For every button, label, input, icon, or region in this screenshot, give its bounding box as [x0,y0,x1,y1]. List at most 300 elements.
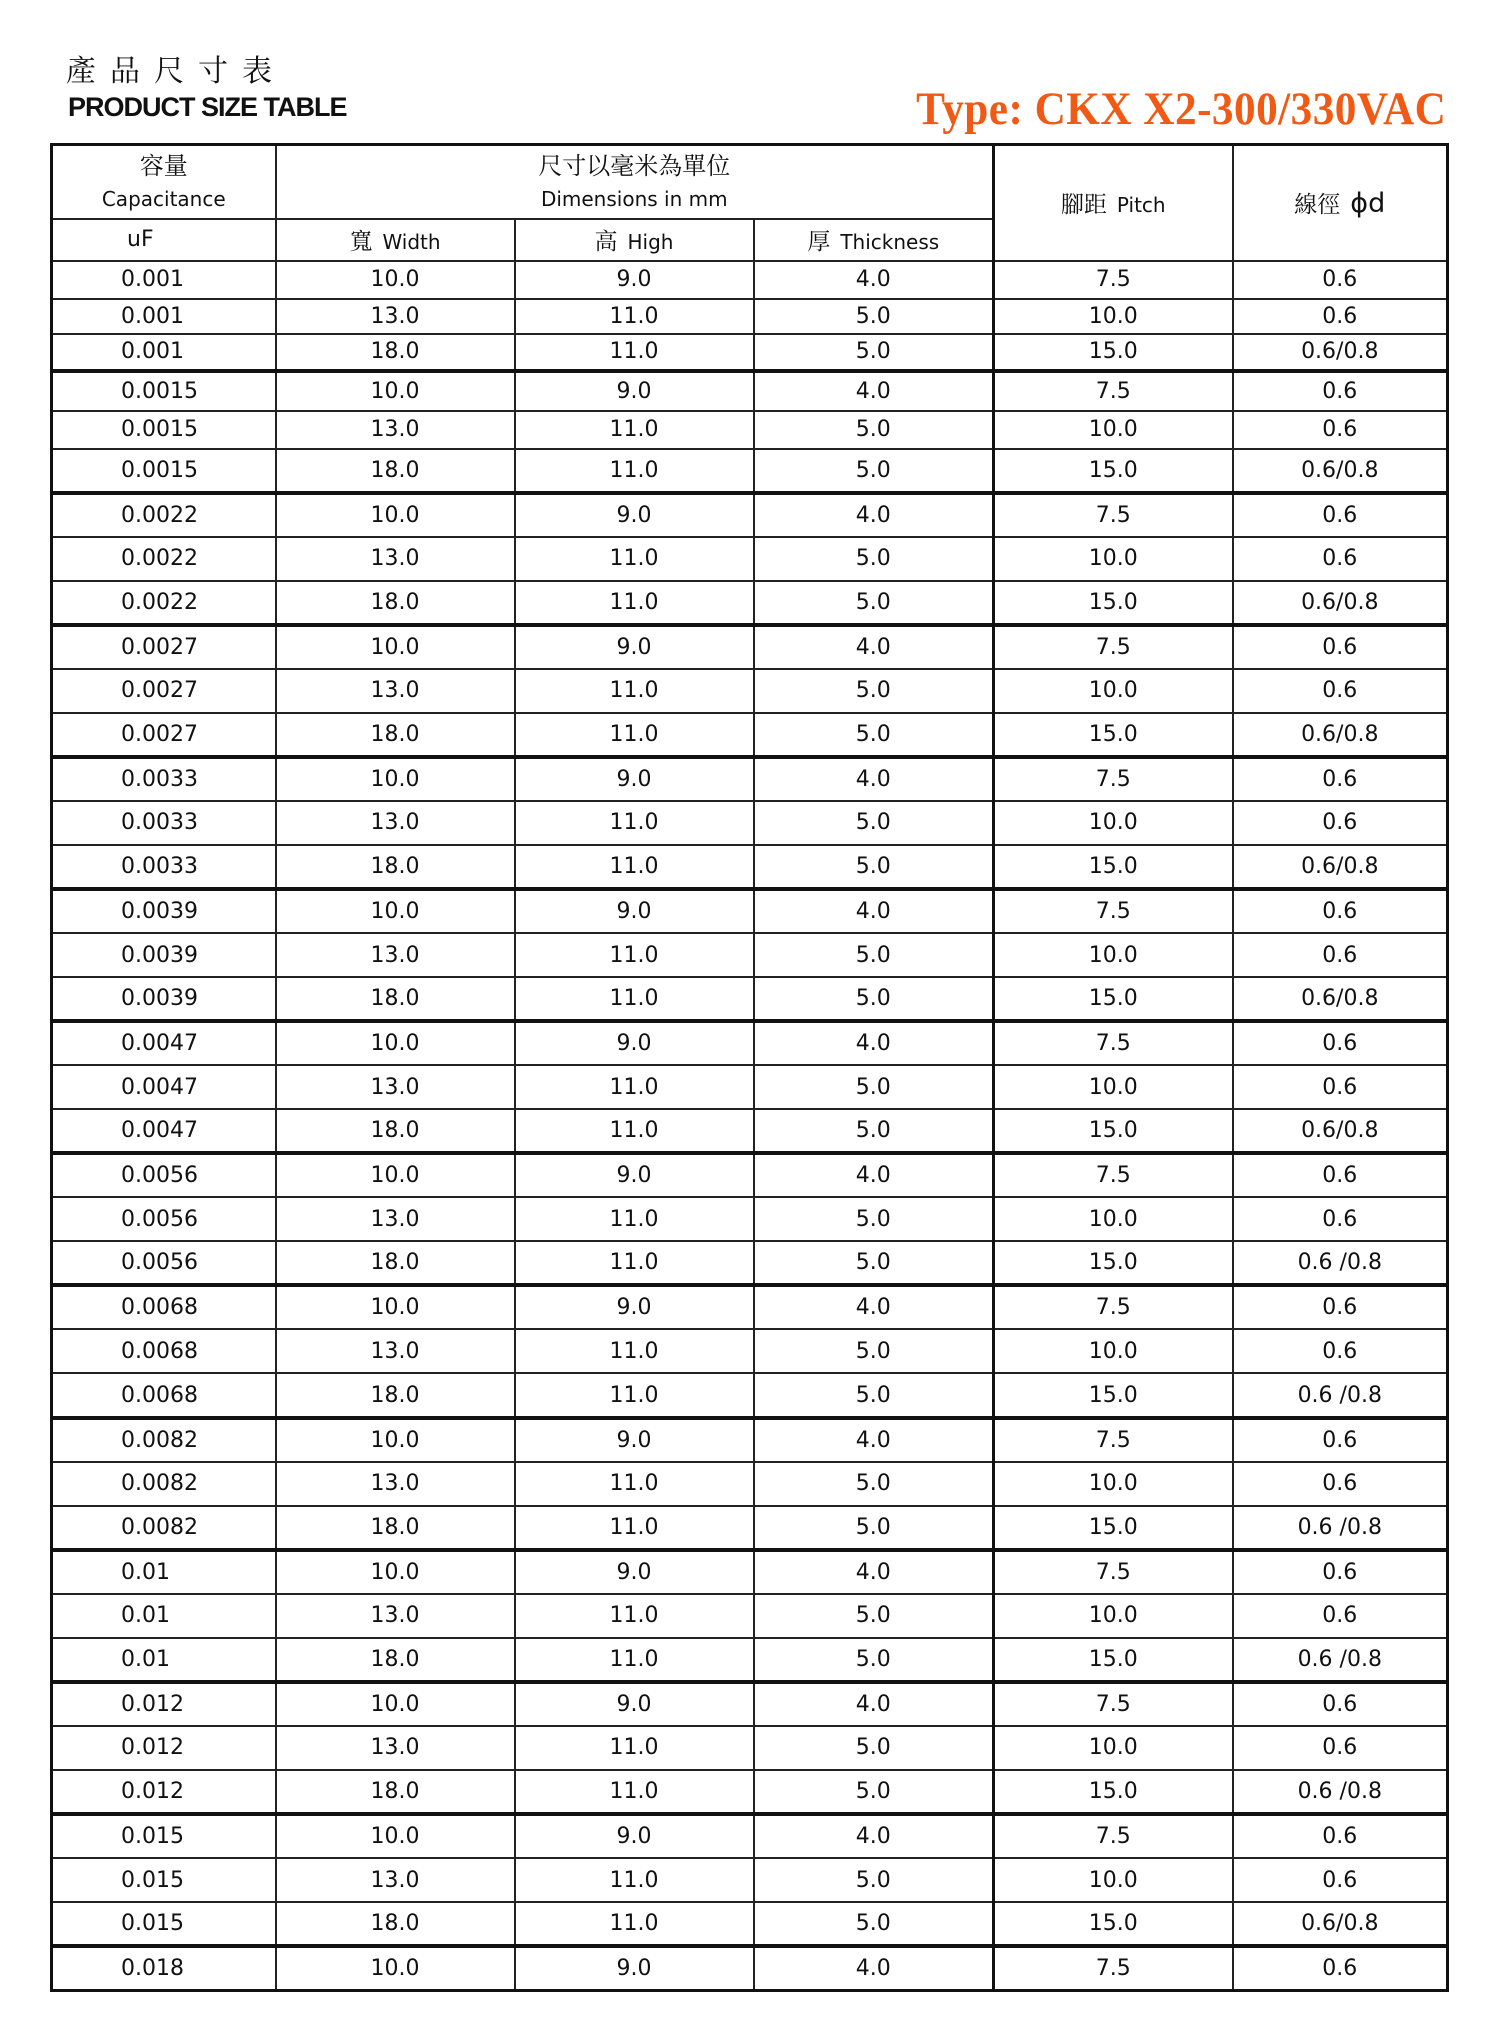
pitch-cell: 7.5 [994,1682,1233,1726]
capacitance-cell: 0.015 [52,1814,276,1858]
pitch-cell: 15.0 [994,1109,1233,1153]
high-cell: 11.0 [515,1462,754,1506]
capacitance-cell: 0.0056 [52,1197,276,1241]
table-row [52,299,1448,334]
pitch-header-cn: 腳距 [1060,192,1107,219]
capacitance-cell: 0.0027 [52,713,276,757]
high-cell: 11.0 [515,411,754,449]
high-cell: 9.0 [515,371,754,411]
pitch-cell: 7.5 [994,625,1233,669]
thickness-cell: 5.0 [754,1902,994,1946]
table-row [52,1462,1448,1506]
wire-diameter-cell: 0.6 [1233,1418,1448,1462]
thickness-cell: 4.0 [754,1153,994,1197]
pitch-cell: 10.0 [994,299,1233,334]
high-cell: 11.0 [515,1241,754,1285]
capacitance-cell: 0.0047 [52,1065,276,1109]
high-header [515,219,754,261]
capacitance-cell: 0.0027 [52,625,276,669]
wire-diameter-cell: 0.6 [1233,801,1448,845]
wire-diameter-cell: 0.6 [1233,625,1448,669]
wire-diameter-cell: 0.6 /0.8 [1233,1638,1448,1682]
high-cell: 11.0 [515,581,754,625]
high-cell: 11.0 [515,334,754,371]
width-cell: 10.0 [276,1946,515,1990]
width-cell: 13.0 [276,411,515,449]
capacitance-cell: 0.0033 [52,801,276,845]
wire-diameter-cell: 0.6 [1233,757,1448,801]
dimensions-header [276,145,994,219]
high-cell: 11.0 [515,1197,754,1241]
table-row [52,669,1448,713]
pitch-cell: 7.5 [994,1550,1233,1594]
thickness-cell: 5.0 [754,1638,994,1682]
capacitance-cell: 0.0068 [52,1329,276,1373]
high-cell: 9.0 [515,1814,754,1858]
wire-diameter-cell: 0.6 [1233,261,1448,299]
high-cell: 9.0 [515,1418,754,1462]
width-cell: 10.0 [276,1814,515,1858]
high-cell: 11.0 [515,1373,754,1417]
table-row [52,334,1448,371]
high-cell: 9.0 [515,261,754,299]
wire-diameter-cell: 0.6 [1233,1594,1448,1638]
capacitance-cell: 0.0082 [52,1462,276,1506]
capacitance-cell: 0.0082 [52,1418,276,1462]
high-cell: 11.0 [515,801,754,845]
width-cell: 18.0 [276,1506,515,1550]
wire-diameter-cell: 0.6 [1233,537,1448,581]
table-row [52,713,1448,757]
table-row [52,1858,1448,1902]
table-row [52,1153,1448,1197]
pitch-cell: 7.5 [994,1153,1233,1197]
thickness-cell: 5.0 [754,537,994,581]
thickness-cell: 4.0 [754,1021,994,1065]
wire-diameter-cell: 0.6/0.8 [1233,334,1448,371]
wire-diameter-cell: 0.6 [1233,1197,1448,1241]
pitch-cell: 15.0 [994,334,1233,371]
thickness-cell: 5.0 [754,299,994,334]
thickness-cell: 5.0 [754,1594,994,1638]
width-header-en: Width [382,230,441,254]
pitch-cell: 7.5 [994,1021,1233,1065]
high-cell: 11.0 [515,1858,754,1902]
wire-diameter-cell: 0.6 [1233,1329,1448,1373]
capacitance-cell: 0.001 [52,261,276,299]
capacitance-cell: 0.0068 [52,1373,276,1417]
wire-diameter-cell: 0.6/0.8 [1233,449,1448,493]
pitch-cell: 15.0 [994,1638,1233,1682]
high-cell: 11.0 [515,299,754,334]
width-cell: 18.0 [276,449,515,493]
wire-diameter-cell: 0.6/0.8 [1233,713,1448,757]
table-row [52,801,1448,845]
width-header-cn: 寬 [349,229,373,255]
width-cell: 13.0 [276,299,515,334]
table-row [52,845,1448,889]
high-header-en: High [627,230,674,254]
width-cell: 18.0 [276,334,515,371]
pitch-cell: 15.0 [994,1373,1233,1417]
high-cell: 11.0 [515,977,754,1021]
table-row [52,1329,1448,1373]
high-cell: 9.0 [515,1021,754,1065]
pitch-cell: 10.0 [994,537,1233,581]
width-cell: 18.0 [276,977,515,1021]
pitch-cell: 7.5 [994,1418,1233,1462]
width-cell: 13.0 [276,669,515,713]
table-row [52,1946,1448,1990]
thickness-cell: 4.0 [754,493,994,537]
wire-diameter-cell: 0.6 [1233,1682,1448,1726]
wire-diameter-cell: 0.6 [1233,1285,1448,1329]
pitch-cell: 15.0 [994,1770,1233,1814]
thickness-cell: 5.0 [754,669,994,713]
capacitance-cell: 0.0027 [52,669,276,713]
width-cell: 13.0 [276,1858,515,1902]
table-row [52,1506,1448,1550]
capacitance-cell: 0.0033 [52,757,276,801]
width-cell: 13.0 [276,1726,515,1770]
capacitance-cell: 0.012 [52,1726,276,1770]
pitch-cell: 7.5 [994,757,1233,801]
table-row [52,1594,1448,1638]
wire-diameter-cell: 0.6 [1233,1065,1448,1109]
capacitance-cell: 0.0022 [52,537,276,581]
high-cell: 9.0 [515,757,754,801]
thickness-header [754,219,994,261]
high-cell: 11.0 [515,1065,754,1109]
pitch-cell: 7.5 [994,1946,1233,1990]
table-row [52,493,1448,537]
width-cell: 10.0 [276,1285,515,1329]
product-type-title: Type: CKX X2-300/330VAC [915,83,1446,135]
width-cell: 13.0 [276,1329,515,1373]
capacitance-cell: 0.01 [52,1638,276,1682]
pitch-header-en: Pitch [1116,193,1166,218]
thickness-cell: 5.0 [754,449,994,493]
pitch-cell: 15.0 [994,1241,1233,1285]
table-row [52,1726,1448,1770]
wire-diameter-header [1233,145,1448,261]
width-cell: 18.0 [276,1902,515,1946]
thickness-cell: 4.0 [754,1550,994,1594]
thickness-header-en: Thickness [840,230,940,254]
pitch-cell: 10.0 [994,1329,1233,1373]
table-row [52,889,1448,933]
wire-diameter-cell: 0.6 [1233,371,1448,411]
table-row [52,933,1448,977]
thickness-cell: 5.0 [754,845,994,889]
width-cell: 10.0 [276,757,515,801]
wire-diameter-header-en: ϕd [1350,188,1386,220]
dimensions-header-cn: 尺寸以毫米為單位 [538,151,731,180]
thickness-cell: 4.0 [754,1285,994,1329]
width-cell: 10.0 [276,625,515,669]
width-cell: 18.0 [276,1109,515,1153]
wire-diameter-cell: 0.6 [1233,1858,1448,1902]
width-header [276,219,515,261]
high-cell: 11.0 [515,537,754,581]
pitch-cell: 10.0 [994,801,1233,845]
capacitance-cell: 0.0015 [52,411,276,449]
width-cell: 18.0 [276,1770,515,1814]
wire-diameter-cell: 0.6 [1233,1153,1448,1197]
thickness-cell: 4.0 [754,1682,994,1726]
width-cell: 10.0 [276,1682,515,1726]
thickness-cell: 5.0 [754,1373,994,1417]
wire-diameter-cell: 0.6 [1233,493,1448,537]
wire-diameter-cell: 0.6 [1233,299,1448,334]
width-cell: 18.0 [276,845,515,889]
pitch-cell: 7.5 [994,493,1233,537]
capacitance-cell: 0.0047 [52,1021,276,1065]
thickness-cell: 5.0 [754,1726,994,1770]
wire-diameter-cell: 0.6 [1233,1946,1448,1990]
table-row [52,371,1448,411]
thickness-cell: 4.0 [754,889,994,933]
pitch-cell: 15.0 [994,1902,1233,1946]
pitch-cell: 7.5 [994,889,1233,933]
high-header-cn: 高 [594,229,618,255]
high-cell: 9.0 [515,1946,754,1990]
table-row [52,1197,1448,1241]
capacitance-cell: 0.0039 [52,933,276,977]
thickness-cell: 5.0 [754,801,994,845]
wire-diameter-cell: 0.6/0.8 [1233,845,1448,889]
high-cell: 11.0 [515,1902,754,1946]
table-row [52,1241,1448,1285]
high-cell: 11.0 [515,713,754,757]
table-row [52,1065,1448,1109]
width-cell: 10.0 [276,1550,515,1594]
unit-header: uF [52,219,276,261]
high-cell: 11.0 [515,1329,754,1373]
pitch-cell: 10.0 [994,1065,1233,1109]
high-cell: 11.0 [515,1638,754,1682]
thickness-cell: 5.0 [754,933,994,977]
wire-diameter-cell: 0.6 [1233,1814,1448,1858]
high-cell: 9.0 [515,1682,754,1726]
width-cell: 10.0 [276,261,515,299]
capacitance-cell: 0.0056 [52,1153,276,1197]
capacitance-cell: 0.0022 [52,493,276,537]
capacitance-cell: 0.0039 [52,977,276,1021]
thickness-cell: 5.0 [754,1065,994,1109]
capacitance-cell: 0.0039 [52,889,276,933]
thickness-cell: 5.0 [754,334,994,371]
wire-diameter-cell: 0.6 [1233,669,1448,713]
high-cell: 11.0 [515,1109,754,1153]
width-cell: 10.0 [276,1021,515,1065]
thickness-cell: 4.0 [754,1418,994,1462]
capacitance-cell: 0.001 [52,334,276,371]
pitch-cell: 10.0 [994,1858,1233,1902]
header-row-top [52,145,1448,219]
capacitance-header-cn: 容量 [139,151,188,180]
high-cell: 11.0 [515,1726,754,1770]
table-row [52,581,1448,625]
thickness-cell: 5.0 [754,1462,994,1506]
table-row [52,261,1448,299]
high-cell: 9.0 [515,493,754,537]
wire-diameter-cell: 0.6 /0.8 [1233,1241,1448,1285]
table-row [52,625,1448,669]
wire-diameter-cell: 0.6 /0.8 [1233,1770,1448,1814]
pitch-cell: 10.0 [994,1197,1233,1241]
width-cell: 18.0 [276,1373,515,1417]
width-cell: 13.0 [276,933,515,977]
table-row [52,1638,1448,1682]
width-cell: 10.0 [276,1418,515,1462]
page-title-english: PRODUCT SIZE TABLE [68,92,347,122]
table-row [52,1682,1448,1726]
high-cell: 9.0 [515,889,754,933]
wire-diameter-cell: 0.6 [1233,933,1448,977]
width-cell: 13.0 [276,1065,515,1109]
width-cell: 10.0 [276,889,515,933]
capacitance-cell: 0.018 [52,1946,276,1990]
table-row [52,977,1448,1021]
table-row [52,1550,1448,1594]
wire-diameter-cell: 0.6 /0.8 [1233,1373,1448,1417]
wire-diameter-cell: 0.6 [1233,1462,1448,1506]
table-row [52,1373,1448,1417]
thickness-cell: 4.0 [754,757,994,801]
capacitance-cell: 0.0082 [52,1506,276,1550]
width-cell: 18.0 [276,1241,515,1285]
wire-diameter-cell: 0.6/0.8 [1233,1109,1448,1153]
thickness-cell: 5.0 [754,1858,994,1902]
thickness-cell: 5.0 [754,411,994,449]
wire-diameter-cell: 0.6/0.8 [1233,1902,1448,1946]
width-cell: 10.0 [276,493,515,537]
pitch-cell: 15.0 [994,581,1233,625]
high-cell: 11.0 [515,669,754,713]
product-size-table [50,143,1449,1992]
thickness-header-cn: 厚 [807,229,831,255]
thickness-cell: 4.0 [754,1946,994,1990]
pitch-cell: 7.5 [994,1814,1233,1858]
high-cell: 9.0 [515,1285,754,1329]
high-cell: 11.0 [515,1594,754,1638]
pitch-cell: 7.5 [994,261,1233,299]
capacitance-cell: 0.012 [52,1682,276,1726]
capacitance-cell: 0.0015 [52,449,276,493]
width-cell: 13.0 [276,1462,515,1506]
table-row [52,411,1448,449]
capacitance-cell: 0.01 [52,1594,276,1638]
high-cell: 11.0 [515,845,754,889]
table-row [52,1021,1448,1065]
table-row [52,1770,1448,1814]
table-row [52,1285,1448,1329]
pitch-cell: 15.0 [994,977,1233,1021]
capacitance-header-en: Capacitance [101,186,226,211]
thickness-cell: 5.0 [754,581,994,625]
thickness-cell: 5.0 [754,977,994,1021]
wire-diameter-cell: 0.6 [1233,1021,1448,1065]
high-cell: 11.0 [515,449,754,493]
pitch-cell: 15.0 [994,713,1233,757]
pitch-cell: 10.0 [994,411,1233,449]
table-row [52,1109,1448,1153]
wire-diameter-cell: 0.6 [1233,1726,1448,1770]
width-cell: 18.0 [276,581,515,625]
table-row [52,537,1448,581]
wire-diameter-cell: 0.6 [1233,889,1448,933]
width-cell: 13.0 [276,1594,515,1638]
width-cell: 10.0 [276,1153,515,1197]
thickness-cell: 5.0 [754,1770,994,1814]
pitch-header [994,145,1233,261]
wire-diameter-header-cn: 線徑 [1294,192,1341,219]
pitch-cell: 10.0 [994,933,1233,977]
table-row [52,1814,1448,1858]
thickness-cell: 5.0 [754,1506,994,1550]
high-cell: 11.0 [515,933,754,977]
width-cell: 13.0 [276,1197,515,1241]
width-cell: 13.0 [276,537,515,581]
capacitance-cell: 0.015 [52,1902,276,1946]
table-body [52,261,1448,1991]
capacitance-cell: 0.0047 [52,1109,276,1153]
pitch-cell: 7.5 [994,1285,1233,1329]
high-cell: 9.0 [515,625,754,669]
table-row [52,449,1448,493]
capacitance-cell: 0.001 [52,299,276,334]
high-cell: 11.0 [515,1506,754,1550]
capacitance-cell: 0.015 [52,1858,276,1902]
capacitance-cell: 0.01 [52,1550,276,1594]
wire-diameter-cell: 0.6 [1233,1550,1448,1594]
thickness-cell: 5.0 [754,1109,994,1153]
pitch-cell: 10.0 [994,669,1233,713]
capacitance-cell: 0.0068 [52,1285,276,1329]
pitch-cell: 7.5 [994,371,1233,411]
thickness-cell: 4.0 [754,261,994,299]
wire-diameter-cell: 0.6 /0.8 [1233,1506,1448,1550]
thickness-cell: 5.0 [754,713,994,757]
pitch-cell: 10.0 [994,1594,1233,1638]
page-title-chinese: 產品尺寸表 [66,54,286,89]
thickness-cell: 4.0 [754,371,994,411]
pitch-cell: 10.0 [994,1726,1233,1770]
thickness-cell: 5.0 [754,1241,994,1285]
capacitance-cell: 0.0022 [52,581,276,625]
width-cell: 18.0 [276,713,515,757]
wire-diameter-cell: 0.6 [1233,411,1448,449]
wire-diameter-cell: 0.6/0.8 [1233,977,1448,1021]
capacitance-cell: 0.0015 [52,371,276,411]
width-cell: 18.0 [276,1638,515,1682]
pitch-cell: 15.0 [994,845,1233,889]
pitch-cell: 15.0 [994,449,1233,493]
thickness-cell: 4.0 [754,1814,994,1858]
table-row [52,1902,1448,1946]
thickness-cell: 4.0 [754,625,994,669]
dimensions-header-en: Dimensions in mm [540,186,728,211]
width-cell: 13.0 [276,801,515,845]
thickness-cell: 5.0 [754,1197,994,1241]
high-cell: 11.0 [515,1770,754,1814]
capacitance-cell: 0.0033 [52,845,276,889]
width-cell: 10.0 [276,371,515,411]
capacitance-header [52,145,276,219]
capacitance-cell: 0.0056 [52,1241,276,1285]
thickness-cell: 5.0 [754,1329,994,1373]
